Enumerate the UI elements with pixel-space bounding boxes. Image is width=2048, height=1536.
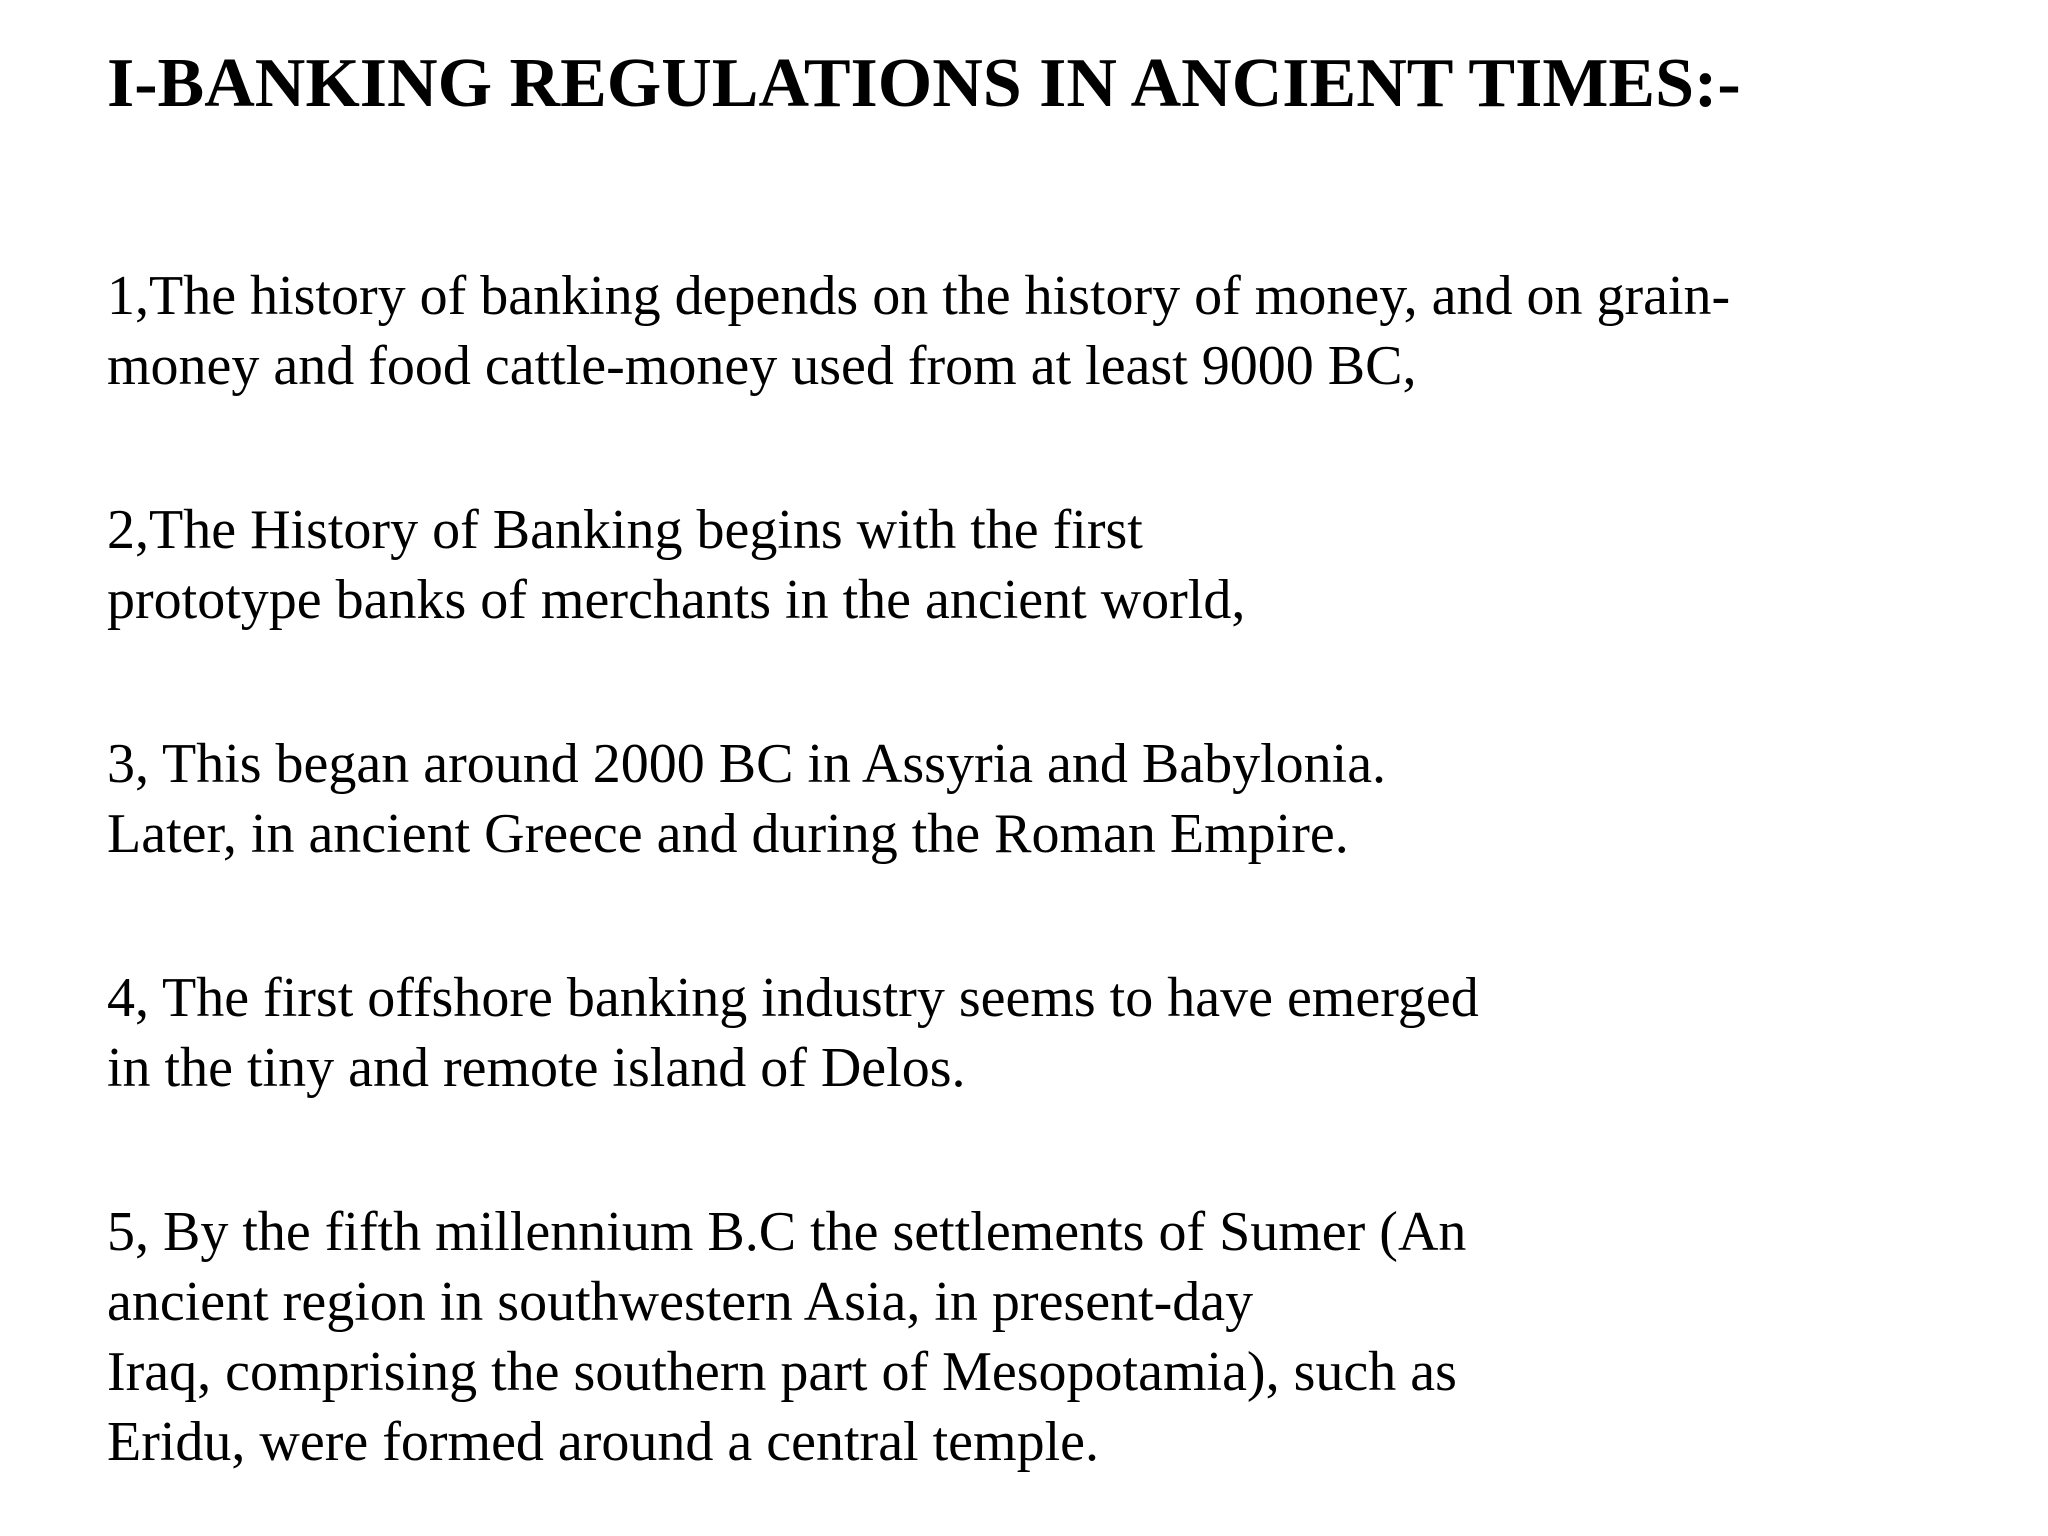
paragraph-4: [107, 963, 1479, 1103]
paragraph-3: [107, 729, 1386, 869]
paragraph-5: [107, 1197, 1466, 1477]
paragraph-line: money and food cattle-money used from at least 9000 BC,: [107, 335, 1417, 397]
paragraph-line: Later, in ancient Greece and during the Roman Empire.: [107, 803, 1349, 865]
paragraph-2: [107, 495, 1245, 635]
paragraph-line: Iraq, comprising the southern part of Mesopotamia), such as: [107, 1341, 1457, 1403]
paragraph-line: in the tiny and remote island of Delos.: [107, 1037, 966, 1099]
paragraph-line: 1,The history of banking depends on the history of money, and on grain-: [107, 265, 1731, 327]
paragraph-line: 4, The first offshore banking industry seems to have emerged: [107, 967, 1479, 1029]
paragraph-line: ancient region in southwestern Asia, in present-day: [107, 1271, 1254, 1333]
paragraph-line: 3, This began around 2000 BC in Assyria and Babylonia.: [107, 733, 1387, 795]
page-title: I-BANKING REGULATIONS IN ANCIENT TIMES:-: [107, 45, 1741, 122]
paragraph-line: 2,The History of Banking begins with the first: [107, 499, 1143, 561]
paragraph-line: prototype banks of merchants in the ancient world,: [107, 569, 1246, 631]
paragraph-line: 5, By the fifth millennium B.C the settlements of Sumer (An: [107, 1201, 1467, 1263]
paragraph-1: [107, 261, 1730, 401]
paragraph-line: Eridu, were formed around a central temple.: [107, 1411, 1100, 1473]
